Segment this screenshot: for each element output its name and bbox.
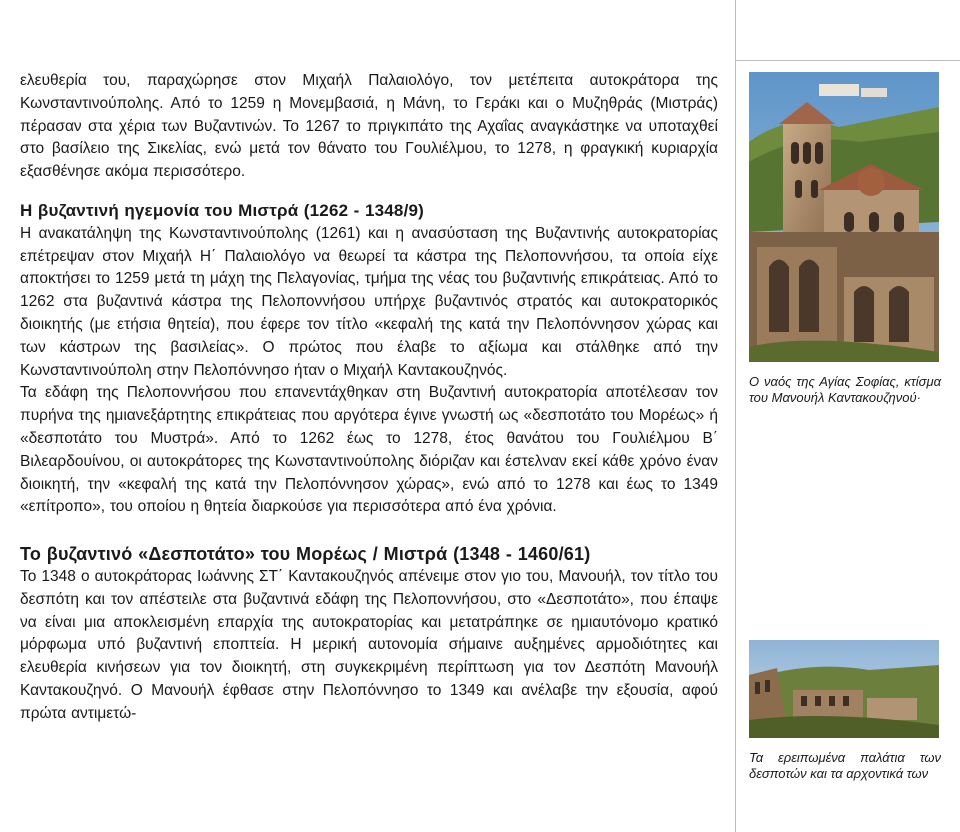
photo-caption-2: Τα ερειπωμένα παλάτια των δεσποτών και τα αρχοντικά των xyxy=(749,750,941,781)
byzantine-rule-paragraph-1: Η ανακατάληψη της Κωνσταντινούπολης (1261) και η ανασύσταση της Βυζαντινής αυτοκρατορίας επέτρεψαν στον Μιχαήλ Η΄ Παλαιολόγο να θεωρεί τα κάστρα της Πελοποννήσου, τα οποία είχε αποκτήσει το 1259 μετά τη μάχη της Πελαγονίας, τμήμα της νέας του βυζαντινής επικράτειας. Από το 1262 στα βυζαντινά κάστρα της Πελοποννήσου υπήρχε βυζαντινός στρατός και αυτοκρατορικός διοικητής (με ετήσια θητεία), που έφερε τον τίτλο «κεφαλή της κατά την Πελοπόννησον χώρας και των κάστρων της βασιλείας». Ο πρώτος που έλαβε το αξίωμα και στάλθηκε από την Κωνσταντινούπολη στην Πελοπόννησο ήταν ο Μιχαήλ Καντακουζηνός. xyxy=(20,224,718,379)
hagia-sophia-church-photo xyxy=(749,72,939,362)
column-divider xyxy=(735,0,736,832)
section-heading-despotate: Το βυζαντινό «Δεσποτάτο» του Μορέως / Μιστρά (1348 - 1460/61) xyxy=(20,544,591,565)
section-heading-byzantine-rule: Η βυζαντινή ηγεμονία του Μιστρά (1262 - 1348/9) xyxy=(20,200,425,220)
intro-paragraph: ελευθερία του, παραχώρησε στον Μιχαήλ Παλαιολόγο, τον μετέπειτα αυτοκράτορα της Κωνσταντινούπολης. Από το 1259 η Μονεμβασιά, η Μάνη, το Γεράκι και ο Μυζηθράς (Μιστράς) πέρασαν στα χέρια των Βυζαντινών. Το 1267 το πριγκιπάτο της Αχαΐας αναγκάστηκε να υποταχθεί στο βασίλειο της Σικελίας, ενώ μετά τον θάνατο του Γουλιέλμου, το 1278, η φραγκική κυριαρχία εξασθένησε ακόμα περισσότερο. xyxy=(20,72,718,181)
main-text-column xyxy=(20,70,718,726)
despotate-paragraph-1: Το 1348 ο αυτοκράτορας Ιωάννης ΣΤ΄ Καντακουζηνός απένειμε στον γιο του, Μανουήλ, τον τίτλο του δεσπότη και τον απέστειλε στα βυζαντινά εδάφη της Πελοποννήσου, στο «Δεσποτάτο», που έπαψε να είναι μια αποκλεισμένη επαρχία της αυτοκρατορίας και μετατράπηκε σε ημιαυτόνομο κρατικό μόρφωμα υπό βυζαντινή εποπτεία. Η μερική αυτονομία σήμαινε αυξημένες αρμοδιότητες και ελευθερία κινήσεων για τον διοικητή, στη συγκεκριμένη περίπτωση για τον Δεσπότη Μανουήλ Καντακουζηνό. Ο Μανουήλ έφθασε στην Πελοπόννησο το 1349 και ανέλαβε την εξουσία, αφού πρώτα αντιμετώ- xyxy=(20,567,718,722)
byzantine-rule-paragraph-2: Τα εδάφη της Πελοποννήσου που επανεντάχθηκαν στη Βυζαντινή αυτοκρατορία αποτέλεσαν τον πυρήνα της ημιανεξάρτητης επικράτειας που αργότερα έγινε γνωστή ως «δεσποτάτο του Μορέως» ή «δεσποτάτο του Μυστρά». Από το 1262 έως το 1278, έτος θανάτου του Γουλιέλμου Β΄ Βιλεαρδουίνου, οι αυτοκράτορες της Κωνσταντινούπολης διόριζαν και έστελναν εκεί κάθε χρόνο έναν διοικητή, την «κεφαλή της κατά την Πελοπόννησον χώρας», ενώ από το 1278 και έως το 1349 «επίτροπο», του οποίου η θητεία διαρκούσε για περισσότερα από ένα χρόνια. xyxy=(20,384,718,516)
photo-caption-1: Ο ναός της Αγίας Σοφίας, κτίσμα του Μανουήλ Καντακουζηνού· xyxy=(749,374,941,405)
sidebar-top-rule xyxy=(736,60,960,61)
palace-ruins-photo xyxy=(749,640,939,738)
